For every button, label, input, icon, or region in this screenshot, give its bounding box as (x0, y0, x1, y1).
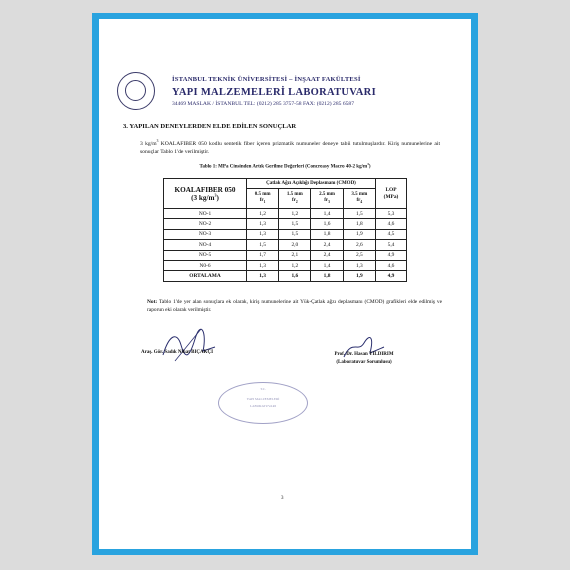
university-seal-icon (117, 72, 155, 110)
table-cell: 1,6 (311, 219, 343, 229)
table-cell: 1,4 (311, 260, 343, 270)
sample-id: NO-3 (164, 229, 247, 239)
sample-id: NO-4 (164, 240, 247, 250)
table-cell: 4,9 (376, 250, 407, 260)
table-cell: 1,5 (247, 240, 279, 250)
header-university: İSTANBUL TEKNİK ÜNİVERSİTESİ – İNŞAAT FAKÜLTESİ (172, 76, 361, 83)
table-cell: 1,5 (279, 219, 311, 229)
table-cell: 1,7 (247, 250, 279, 260)
column-header: 3.5 mm $fr_4$ (343, 189, 375, 209)
table-cell: 1,8 (311, 229, 343, 239)
page-number: 3 (281, 496, 284, 501)
table-cell: 1,3 (343, 260, 375, 270)
signature-right-block (314, 351, 414, 367)
table-row (164, 229, 407, 239)
column-header: 2.5 mm $fr_3$ (311, 189, 343, 209)
table-row (164, 240, 407, 250)
table-cell: 5,3 (376, 209, 407, 219)
table-row (164, 260, 407, 270)
signature-left-icon (155, 325, 225, 365)
table-row (164, 250, 407, 260)
table-cell: 1,3 (247, 229, 279, 239)
note-paragraph: Not: Tablo 1'de yer alan sonuçlara ek olarak, kiriş numunelerine ait Yük-Çatlak ağzı deplasmanı (CMOD) grafikleri elde edilmiş ve raporun eki olarak verilmiştir. (147, 299, 442, 314)
table-cell: 2,5 (343, 250, 375, 260)
results-table (163, 178, 407, 282)
table-cell: 1,2 (247, 209, 279, 219)
table-cell: 4,9 (376, 271, 407, 281)
table-cell: 2,4 (311, 250, 343, 260)
header-lab-name: YAPI MALZEMELERİ LABORATUVARI (172, 87, 376, 98)
sample-id: NO-2 (164, 219, 247, 229)
cmod-header: Çatlak Ağzı Açıklığı Deplasmanı (CMOD) (247, 179, 376, 189)
table-cell: 1,3 (247, 219, 279, 229)
sample-id: NO-1 (164, 209, 247, 219)
section-title: 3. YAPILAN DENEYLERDEN ELDE EDİLEN SONUÇLAR (123, 123, 297, 130)
product-header: KOALAFIBER 050 (3 $kg/m^3$) (164, 179, 247, 209)
table-cell: 1,9 (343, 271, 375, 281)
table-cell: 1,8 (311, 271, 343, 281)
table-cell: 2,1 (279, 250, 311, 260)
document-page (99, 19, 471, 549)
table-cell: 2,6 (343, 240, 375, 250)
table-cell: 1,5 (279, 229, 311, 239)
table-cell: 4,6 (376, 260, 407, 270)
signature-right-name: Prof. Dr. Hasan YILDIRIM (334, 352, 394, 357)
table-row (164, 219, 407, 229)
column-header: 1.5 mm $fr_2$ (279, 189, 311, 209)
table-cell: 4,5 (376, 229, 407, 239)
table-cell: 1,3 (247, 260, 279, 270)
table-cell: 1,3 (247, 271, 279, 281)
lop-header: LOP (MPa) (376, 179, 407, 209)
table-cell: 1,6 (279, 271, 311, 281)
table-cell: 1,2 (279, 209, 311, 219)
official-stamp: T.C. YAPI MALZEMELERİ LABORATUVARI (218, 382, 308, 424)
table-cell: 1,8 (343, 219, 375, 229)
table-cell: 2,4 (311, 240, 343, 250)
table-cell: 1,2 (279, 260, 311, 270)
signature-right-role: (Laboratuvar Sorumlusu) (336, 360, 392, 365)
table-cell: 2,0 (279, 240, 311, 250)
sample-id: NO-5 (164, 250, 247, 260)
table-caption: Tablo 1: MPa Cinsinden Artık Gerilme Değerleri (Concreasy Macro 40-2 $kg/m^3$) (199, 162, 371, 170)
table-cell: 5,4 (376, 240, 407, 250)
column-header: 0.5 mm $fr_1$ (247, 189, 279, 209)
table-cell: 1,4 (311, 209, 343, 219)
average-label: ORTALAMA (164, 271, 247, 281)
table-cell: 1,5 (343, 209, 375, 219)
header-address: 34469 MASLAK / İSTANBUL TEL: (0212) 285 3757-58 FAX: (0212) 285 6587 (172, 101, 355, 107)
table-cell: 4,6 (376, 219, 407, 229)
table-row (164, 209, 407, 219)
signature-left-name: Araş. Gör. Sadık Nihat BIÇAKÇI (141, 350, 214, 355)
average-row (164, 271, 407, 281)
sample-id: N0-6 (164, 260, 247, 270)
table-cell: 1,9 (343, 229, 375, 239)
section-paragraph: 3 $kg/m^3$ KOALAFIBER 050 kodlu sentetik fiber içeren prizmatik numuneler deneye tabii tutulmuşlardır. Kiriş numunelerine ait sonuçlar Tablo 1'de verilmiştir. (140, 139, 440, 155)
